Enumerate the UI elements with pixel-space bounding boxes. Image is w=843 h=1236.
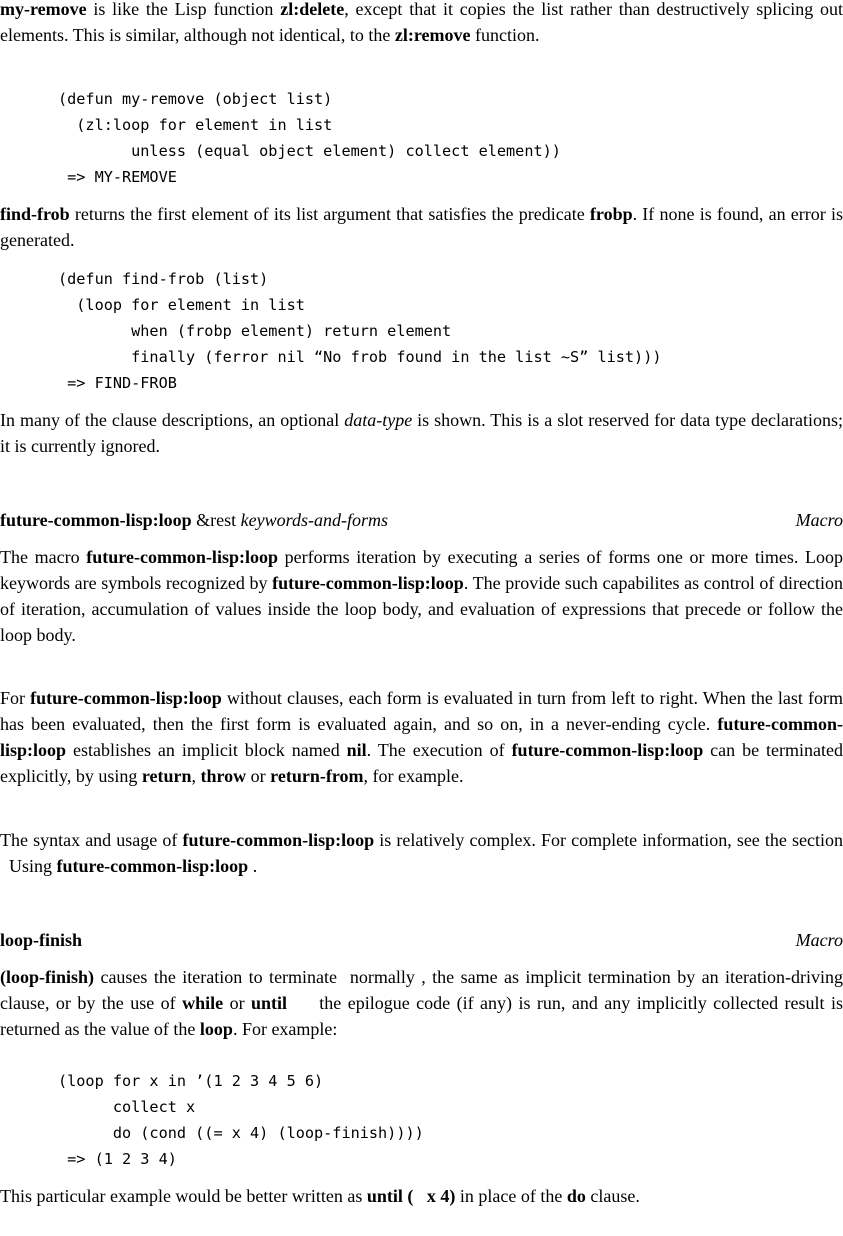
definition-header-loop: [0, 507, 843, 533]
code-line: when (frobp element) return element: [58, 322, 452, 340]
code-line: (defun my-remove (object list): [58, 90, 333, 108]
definition-type: Macro: [795, 510, 843, 530]
code-line: (loop for x in ’(1 2 3 4 5 6): [58, 1072, 324, 1090]
paragraph-find-frob: find-frob returns the first element of its list argument that satisfies the predicate frobp. If none is found, an error is generated.: [0, 204, 843, 250]
paragraph-loop-syntax: The syntax and usage of future-common-lisp:loop is relatively complex. For complete information, see the section Using future-common-lisp:loop .: [0, 830, 843, 876]
code-line: (defun find-frob (list): [58, 270, 269, 288]
paragraph-loop-finish-description: (loop-finish) causes the iteration to terminate normally , the same as implicit termination by an iteration-driving clause, or by the use of while or until the epilogue code (if any) is run, and any implicitly collected result is returned as the value of the loop. For example:: [0, 967, 843, 1039]
definition-type: Macro: [795, 930, 843, 950]
definition-name: future-common-lisp:loop: [0, 510, 192, 530]
paragraph-loop-finish-note: This particular example would be better written as until ( x 4) in place of the do clause.: [0, 1186, 640, 1206]
code-line: (loop for element in list: [58, 296, 305, 314]
lambda-keyword: &rest: [191, 510, 241, 530]
code-block-my-remove: [58, 86, 561, 190]
code-block-loop-finish: [58, 1068, 424, 1172]
code-line: collect x: [58, 1098, 196, 1116]
definition-name: loop-finish: [0, 930, 83, 950]
code-line: finally (ferror nil “No frob found in the list ~S” list))): [58, 348, 662, 366]
code-line: => MY-REMOVE: [58, 168, 177, 186]
definition-header-loop-finish: [0, 927, 843, 953]
code-line: => FIND-FROB: [58, 374, 177, 392]
paragraph-my-remove: my-remove is like the Lisp function zl:delete, except that it copies the list rather than destructively splicing out elements. This is similar, although not identical, to the zl:remove function.: [0, 0, 843, 45]
definition-args: keywords-and-forms: [240, 510, 388, 530]
paragraph-loop-description: The macro future-common-lisp:loop performs iteration by executing a series of forms one or more times. Loop keywords are symbols recognized by future-common-lisp:loop. The provide such capabilites as control of direction of iteration, accumulation of values inside the loop body, and evaluation of expressions that precede or follow the loop body.: [0, 547, 843, 645]
paragraph-loop-without-clauses: For future-common-lisp:loop without clauses, each form is evaluated in turn from left to right. When the last form has been evaluated, then the first form is evaluated again, and so on, in a never-ending cycle. future-common-lisp:loop establishes an implicit block named nil. The execution of future-common-lisp:loop can be terminated explicitly, by using return, throw or return-from, for example.: [0, 688, 843, 786]
code-line: => (1 2 3 4): [58, 1150, 177, 1168]
code-block-find-frob: [58, 266, 661, 396]
code-line: do (cond ((= x 4) (loop-finish)))): [58, 1124, 424, 1142]
code-line: unless (equal object element) collect element)): [58, 142, 561, 160]
section-link[interactable]: future-common-lisp:loop: [56, 856, 249, 876]
paragraph-data-type: In many of the clause descriptions, an optional data-type is shown. This is a slot reserved for data type declarations; it is currently ignored.: [0, 410, 843, 456]
code-line: (zl:loop for element in list: [58, 116, 333, 134]
